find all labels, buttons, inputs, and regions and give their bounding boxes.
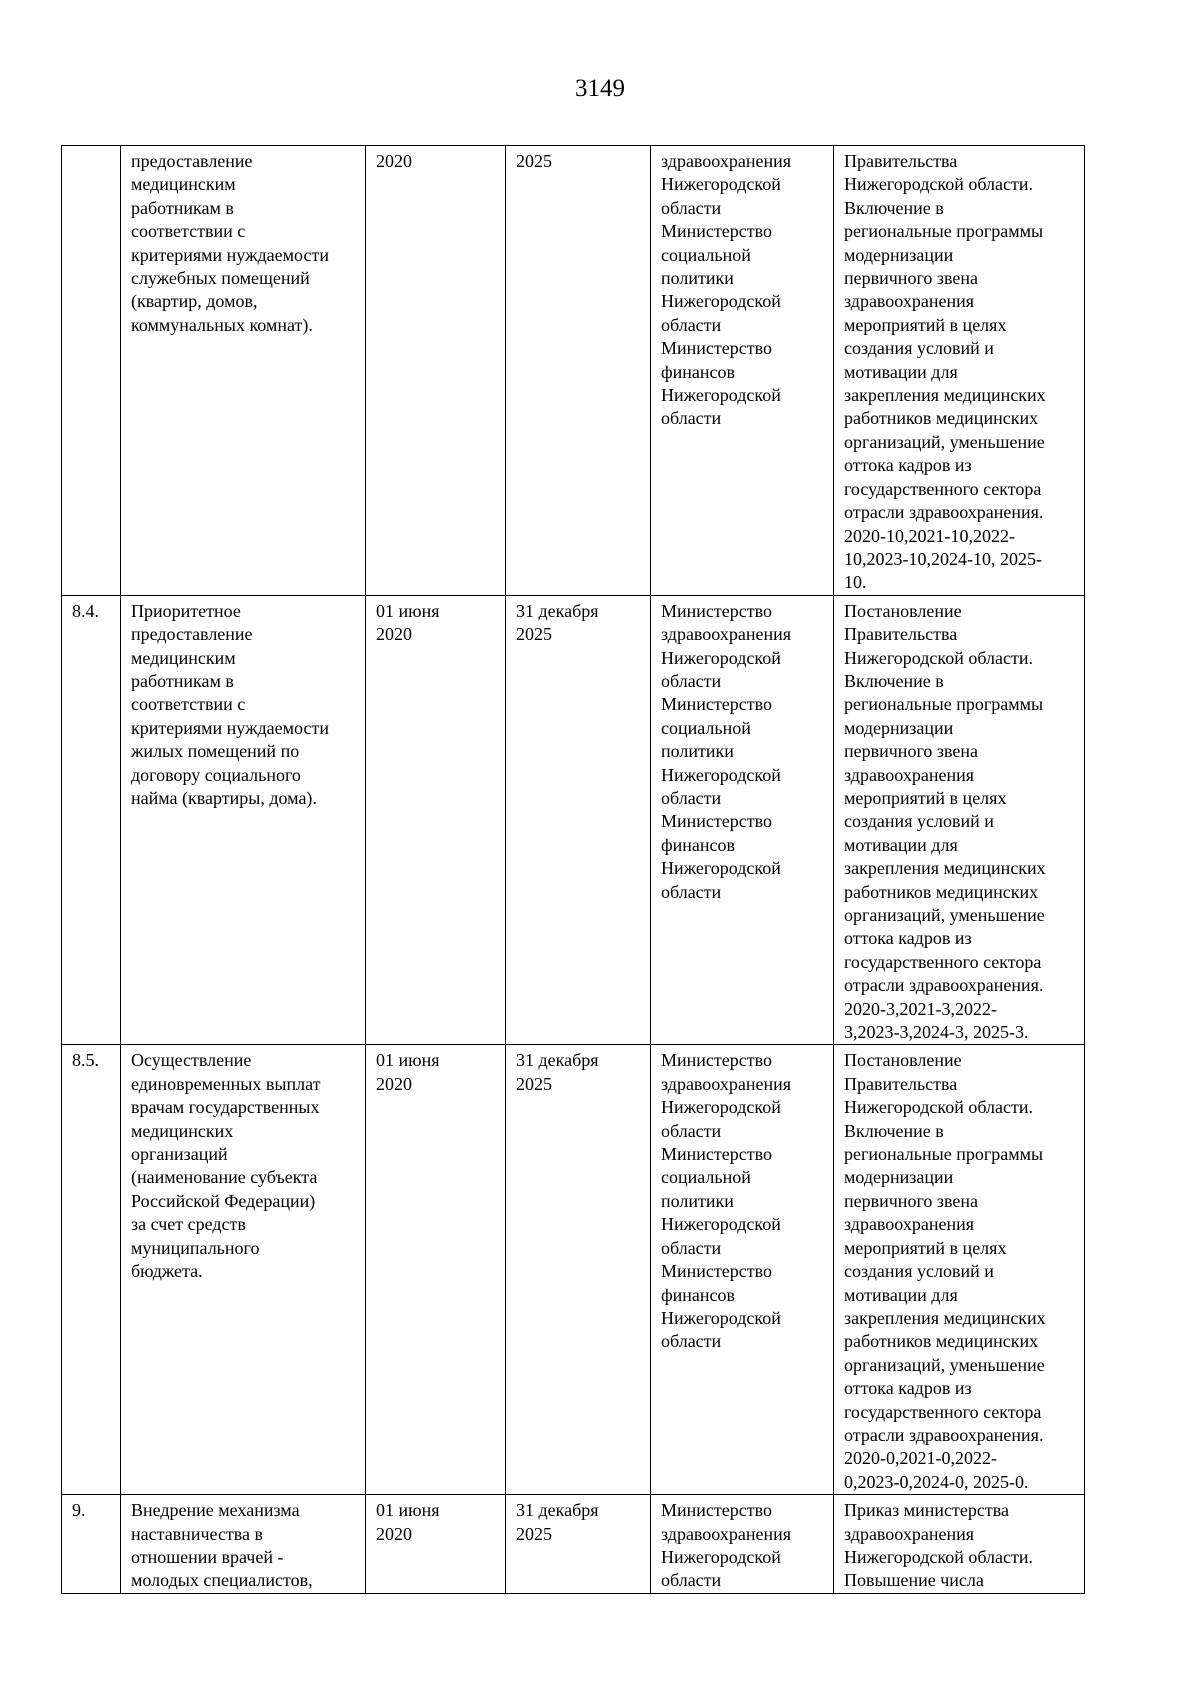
cell-start-date	[366, 1495, 506, 1594]
cell-text-line: Министерство	[661, 694, 772, 715]
cell-text-line: 10,2023-10,2024-10, 2025-	[844, 548, 1042, 569]
cell-text-line: 31 декабря	[516, 600, 599, 621]
cell-text-line: государственного сектора	[844, 1401, 1042, 1422]
cell-text-line: области	[661, 1120, 722, 1141]
cell-text-line: Министерство	[661, 811, 772, 832]
cell-number	[62, 146, 121, 596]
cell-text-line: 0,2023-0,2024-0, 2025-0.	[844, 1471, 1029, 1492]
measures-table-body	[62, 146, 1085, 1594]
cell-text-line: соответствии с	[131, 221, 246, 242]
cell-text-line: Правительства	[844, 1073, 958, 1094]
cell-text-line: соответствии с	[131, 694, 246, 715]
cell-result	[834, 1045, 1085, 1495]
cell-text-line: Министерство	[661, 600, 772, 621]
cell-text-line: области	[661, 197, 722, 218]
cell-text-line: работникам в	[131, 670, 234, 691]
cell-text-line: Министерство	[661, 338, 772, 359]
cell-text-line: Нижегородской области.	[844, 647, 1034, 668]
cell-text-line: Нижегородской	[661, 858, 781, 879]
cell-measure	[121, 1045, 366, 1495]
cell-text-line: 31 декабря	[516, 1500, 599, 1521]
cell-text-line: (наименование субъекта	[131, 1167, 318, 1188]
cell-text-line: здравоохранения	[661, 624, 792, 645]
cell-measure	[121, 146, 366, 596]
cell-text-line: области	[661, 408, 722, 429]
cell-executors	[651, 1045, 834, 1495]
cell-text-line: служебных помещений	[131, 268, 310, 289]
cell-text-line: создания условий и	[844, 338, 994, 359]
cell-text-line: Министерство	[661, 1050, 772, 1071]
cell-text-line: первичного звена	[844, 741, 978, 762]
cell-text-line: Постановление	[844, 600, 962, 621]
cell-text-line: 8.5.	[72, 1050, 99, 1071]
cell-number	[62, 1495, 121, 1594]
cell-text-line: здравоохранения	[844, 291, 975, 312]
cell-text-line: 2020-0,2021-0,2022-	[844, 1448, 997, 1469]
cell-text-line: области	[661, 1331, 722, 1352]
cell-text-line: предоставление	[131, 624, 253, 645]
cell-text-line: государственного сектора	[844, 951, 1042, 972]
cell-text-line: мотивации для	[844, 1284, 958, 1305]
table-row	[62, 1495, 1085, 1594]
cell-text-line: здравоохранения	[844, 1523, 975, 1544]
cell-executors	[651, 1495, 834, 1594]
cell-text-line: отрасли здравоохранения.	[844, 975, 1044, 996]
cell-text-line: медицинских	[131, 1120, 234, 1141]
cell-text-line: Включение в	[844, 197, 944, 218]
cell-text-line: региональные программы	[844, 694, 1044, 715]
cell-text-line: договору социального	[131, 764, 301, 785]
cell-text-line: 2025	[516, 1073, 552, 1094]
cell-end-date	[506, 1495, 651, 1594]
cell-text-line: закрепления медицинских	[844, 1307, 1046, 1328]
cell-text-line: региональные программы	[844, 221, 1044, 242]
cell-text-line: здравоохранения	[844, 764, 975, 785]
cell-start-date	[366, 146, 506, 596]
table-row	[62, 595, 1085, 1045]
cell-text-line: Министерство	[661, 1144, 772, 1165]
cell-text-line: (квартир, домов,	[131, 291, 258, 312]
cell-text-line: закрепления медицинских	[844, 385, 1046, 406]
cell-text-line: финансов	[661, 361, 736, 382]
cell-text-line: организаций	[131, 1144, 228, 1165]
cell-text-line: Нижегородской	[661, 174, 781, 195]
cell-text-line: единовременных выплат	[131, 1073, 321, 1094]
cell-text-line: модернизации	[844, 717, 954, 738]
cell-text-line: Министерство	[661, 1261, 772, 1282]
cell-end-date	[506, 146, 651, 596]
cell-text-line: медицинским	[131, 647, 236, 668]
cell-text-line: бюджета.	[131, 1261, 203, 1282]
cell-text-line: работникам в	[131, 197, 234, 218]
cell-text-line: муниципального	[131, 1237, 260, 1258]
cell-text-line: области	[661, 881, 722, 902]
cell-text-line: Повышение числа	[844, 1570, 984, 1591]
cell-text-line: 2025	[516, 151, 552, 171]
cell-text-line: государственного сектора	[844, 478, 1042, 499]
cell-text-line: создания условий и	[844, 811, 994, 832]
cell-text-line: 01 июня	[376, 1050, 440, 1071]
cell-text-line: 8.4.	[72, 600, 99, 621]
cell-text-line: финансов	[661, 1284, 736, 1305]
cell-text-line: Министерство	[661, 221, 772, 242]
cell-text-line: первичного звена	[844, 1190, 978, 1211]
cell-text-line: 01 июня	[376, 600, 440, 621]
cell-text-line: Включение в	[844, 670, 944, 691]
cell-text-line: 2020	[376, 151, 412, 171]
cell-text-line: 31 декабря	[516, 1050, 599, 1071]
cell-result	[834, 595, 1085, 1045]
cell-text-line: Российской Федерации)	[131, 1190, 316, 1211]
cell-text-line: первичного звена	[844, 268, 978, 289]
cell-text-line: 2025	[516, 1523, 552, 1544]
cell-text-line: мероприятий в целях	[844, 314, 1007, 335]
cell-text-line: Правительства	[844, 624, 958, 645]
cell-text-line: политики	[661, 741, 734, 762]
cell-text-line: Нижегородской	[661, 647, 781, 668]
cell-text-line: Нижегородской области.	[844, 1097, 1034, 1118]
cell-text-line: 2020-10,2021-10,2022-	[844, 525, 1015, 546]
cell-text-line: мероприятий в целях	[844, 787, 1007, 808]
cell-text-line: отношении врачей -	[131, 1546, 284, 1567]
cell-text-line: 2020	[376, 1523, 412, 1544]
cell-text-line: финансов	[661, 834, 736, 855]
cell-text-line: работников медицинских	[844, 881, 1039, 902]
cell-text-line: Нижегородской	[661, 385, 781, 406]
cell-end-date	[506, 595, 651, 1045]
cell-text-line: оттока кадров из	[844, 1378, 972, 1399]
cell-text-line: создания условий и	[844, 1261, 994, 1282]
cell-text-line: Нижегородской	[661, 291, 781, 312]
cell-text-line: за счет средств	[131, 1214, 246, 1235]
cell-text-line: Включение в	[844, 1120, 944, 1141]
cell-text-line: Нижегородской	[661, 764, 781, 785]
cell-text-line: Правительства	[844, 151, 958, 171]
cell-text-line: мероприятий в целях	[844, 1237, 1007, 1258]
cell-text-line: здравоохранения	[661, 1523, 792, 1544]
cell-text-line: организаций, уменьшение	[844, 431, 1045, 452]
cell-text-line: здравоохранения	[661, 151, 792, 171]
cell-text-line: коммунальных комнат).	[131, 314, 313, 335]
cell-text-line: отрасли здравоохранения.	[844, 1424, 1044, 1445]
cell-text-line: жилых помещений по	[131, 741, 300, 762]
cell-text-line: оттока кадров из	[844, 928, 972, 949]
cell-measure	[121, 595, 366, 1045]
cell-result	[834, 1495, 1085, 1594]
cell-text-line: работников медицинских	[844, 1331, 1039, 1352]
cell-text-line: закрепления медицинских	[844, 858, 1046, 879]
cell-text-line: политики	[661, 268, 734, 289]
cell-end-date	[506, 1045, 651, 1495]
cell-text-line: критериями нуждаемости	[131, 244, 329, 265]
cell-text-line: Нижегородской	[661, 1097, 781, 1118]
cell-start-date	[366, 1045, 506, 1495]
cell-text-line: оттока кадров из	[844, 455, 972, 476]
cell-text-line: здравоохранения	[844, 1214, 975, 1235]
cell-text-line: Нижегородской области.	[844, 174, 1034, 195]
cell-executors	[651, 595, 834, 1045]
cell-text-line: отрасли здравоохранения.	[844, 502, 1044, 523]
cell-text-line: предоставление	[131, 151, 253, 171]
cell-text-line: Приказ министерства	[844, 1500, 1009, 1521]
cell-text-line: Внедрение механизма	[131, 1500, 300, 1521]
cell-text-line: 2020	[376, 624, 412, 645]
cell-executors	[651, 146, 834, 596]
cell-text-line: молодых специалистов,	[131, 1570, 313, 1591]
cell-text-line: модернизации	[844, 1167, 954, 1188]
cell-text-line: наставничества в	[131, 1523, 264, 1544]
cell-text-line: модернизации	[844, 244, 954, 265]
cell-text-line: области	[661, 670, 722, 691]
cell-text-line: Нижегородской	[661, 1307, 781, 1328]
cell-text-line: найма (квартиры, дома).	[131, 787, 317, 808]
cell-text-line: области	[661, 1237, 722, 1258]
cell-text-line: работников медицинских	[844, 408, 1039, 429]
cell-number	[62, 595, 121, 1045]
measures-table	[61, 145, 1085, 1594]
cell-text-line: социальной	[661, 244, 751, 265]
table-row	[62, 1045, 1085, 1495]
table-row	[62, 146, 1085, 596]
cell-text-line: области	[661, 1570, 722, 1591]
cell-text-line: 2025	[516, 624, 552, 645]
cell-text-line: политики	[661, 1190, 734, 1211]
cell-text-line: Нижегородской области.	[844, 1546, 1034, 1567]
cell-text-line: организаций, уменьшение	[844, 1354, 1045, 1375]
cell-text-line: Осуществление	[131, 1050, 252, 1071]
cell-text-line: мотивации для	[844, 361, 958, 382]
cell-text-line: медицинским	[131, 174, 236, 195]
cell-text-line: Нижегородской	[661, 1546, 781, 1567]
cell-result	[834, 146, 1085, 596]
cell-number	[62, 1045, 121, 1495]
cell-text-line: Нижегородской	[661, 1214, 781, 1235]
cell-text-line: Постановление	[844, 1050, 962, 1071]
cell-text-line: 2020-3,2021-3,2022-	[844, 998, 997, 1019]
cell-text-line: социальной	[661, 1167, 751, 1188]
cell-text-line: врачам государственных	[131, 1097, 320, 1118]
cell-text-line: области	[661, 787, 722, 808]
cell-text-line: мотивации для	[844, 834, 958, 855]
cell-text-line: критериями нуждаемости	[131, 717, 329, 738]
cell-text-line: 9.	[72, 1500, 86, 1521]
cell-text-line: 3,2023-3,2024-3, 2025-3.	[844, 1022, 1029, 1043]
cell-text-line: социальной	[661, 717, 751, 738]
cell-text-line: организаций, уменьшение	[844, 905, 1045, 925]
cell-text-line: 01 июня	[376, 1500, 440, 1521]
cell-text-line: 10.	[844, 572, 867, 593]
cell-start-date	[366, 595, 506, 1045]
cell-text-line: здравоохранения	[661, 1073, 792, 1094]
cell-text-line: региональные программы	[844, 1144, 1044, 1165]
cell-text-line: 2020	[376, 1073, 412, 1094]
page-number: 3149	[575, 75, 625, 102]
cell-text-line: Министерство	[661, 1500, 772, 1521]
cell-text-line: Приоритетное	[131, 600, 241, 621]
cell-text-line: области	[661, 314, 722, 335]
cell-measure	[121, 1495, 366, 1594]
